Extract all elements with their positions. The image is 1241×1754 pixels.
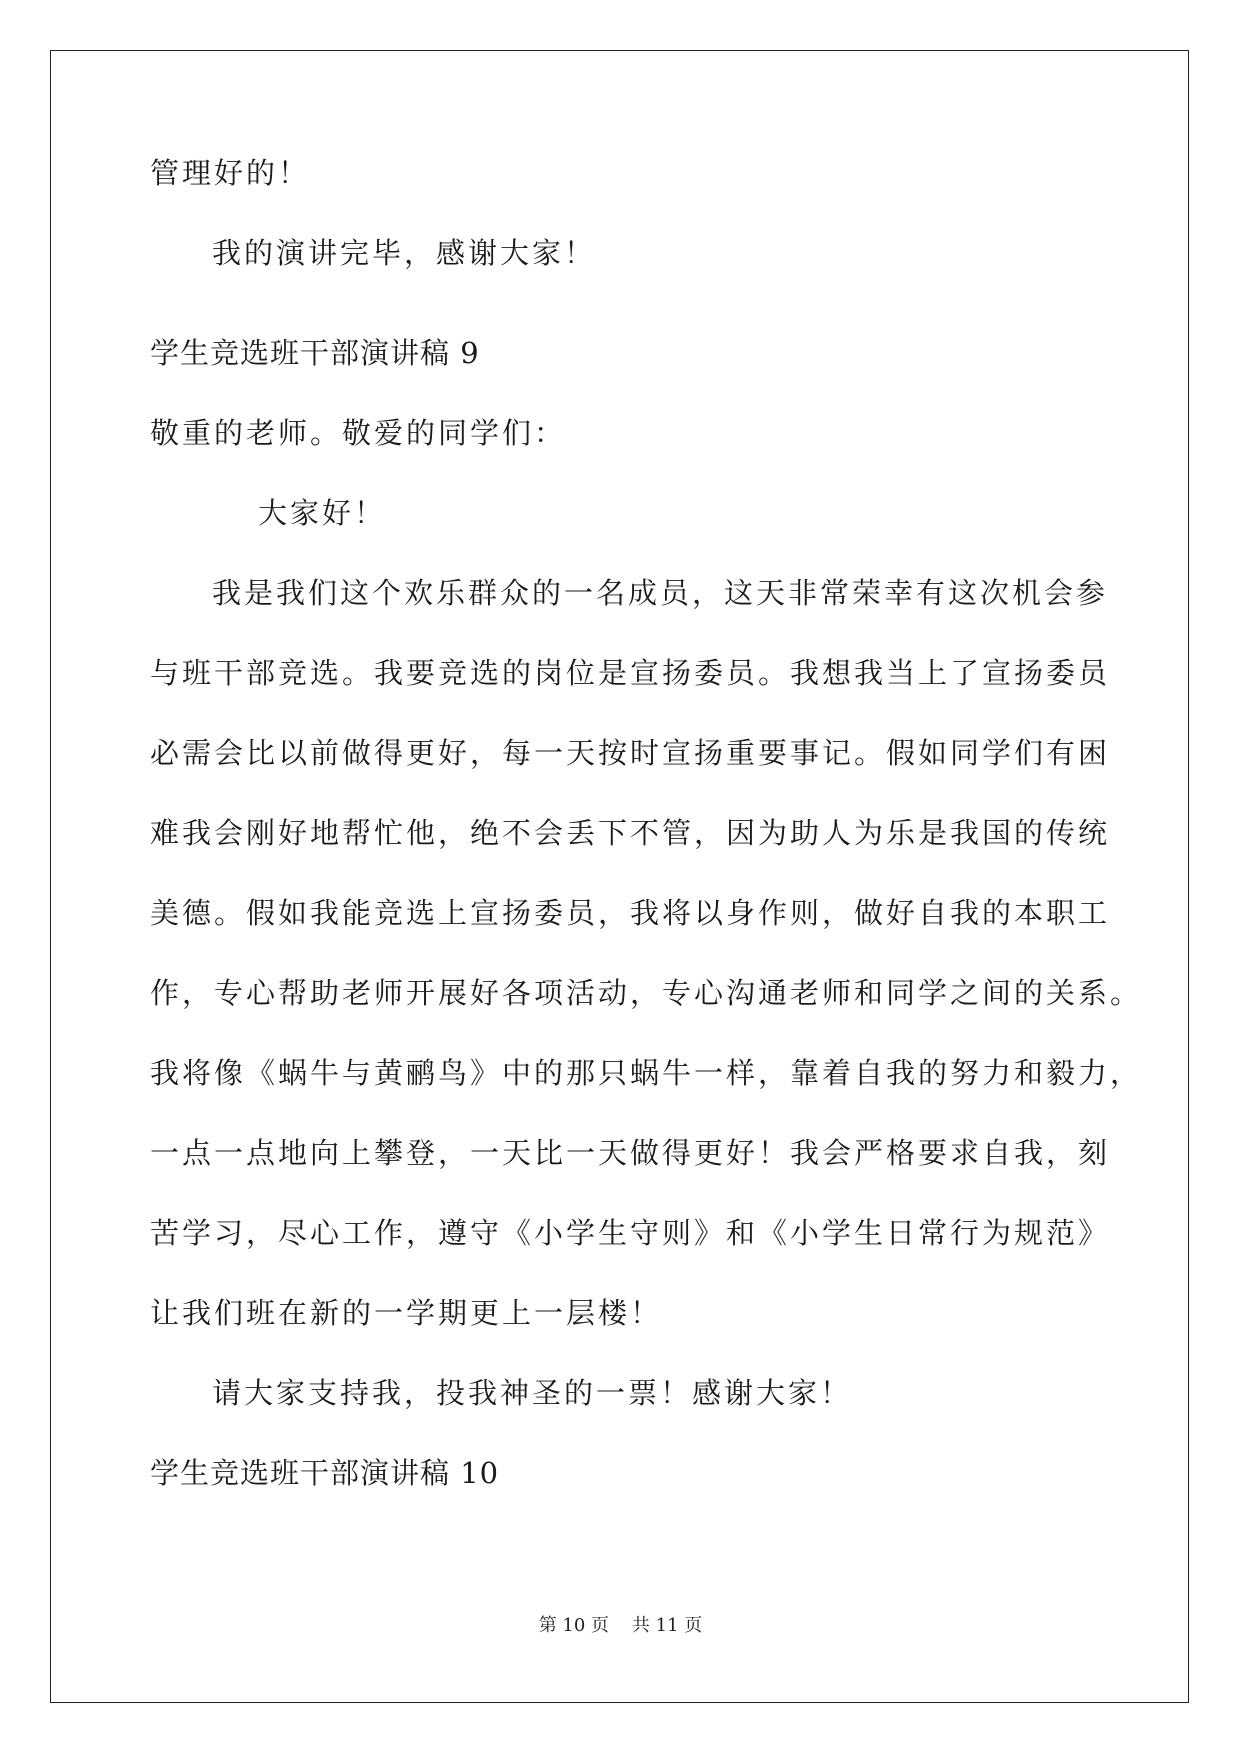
paragraph-line: 难我会刚好地帮忙他，绝不会丢下不管，因为助人为乐是我国的传统: [150, 816, 1111, 850]
paragraph-line: 我将像《蜗牛与黄鹂鸟》中的那只蜗牛一样，靠着自我的努力和毅力，: [150, 1056, 1143, 1090]
paragraph-line: 让我们班在新的一学期更上一层楼！: [150, 1296, 663, 1330]
page-number-label: 第 10 页 共 11 页: [538, 1615, 703, 1636]
section-heading: 学生竞选班干部演讲稿 9: [150, 336, 480, 370]
salutation: 敬重的老师。敬爱的同学们：: [150, 416, 567, 450]
greeting: 大家好！: [258, 496, 387, 530]
paragraph-line: 与班干部竞选。我要竞选的岗位是宣扬委员。我想我当上了宣扬委员: [150, 656, 1111, 690]
paragraph-line: 请大家支持我，投我神圣的一票！感谢大家！: [212, 1376, 853, 1410]
paragraph-line: 管理好的！: [150, 156, 311, 190]
paragraph-line: 一点一点地向上攀登，一天比一天做得更好！我会严格要求自我，刻: [150, 1136, 1111, 1170]
section-heading: 学生竞选班干部演讲稿 10: [150, 1456, 500, 1490]
paragraph-line: 苦学习，尽心工作，遵守《小学生守则》和《小学生日常行为规范》: [150, 1216, 1111, 1250]
paragraph-line: 我是我们这个欢乐群众的一名成员，这天非常荣幸有这次机会参: [212, 576, 1109, 610]
paragraph-line: 美德。假如我能竞选上宣扬委员，我将以身作则，做好自我的本职工: [150, 896, 1111, 930]
page-footer: [0, 1614, 1241, 1638]
paragraph-line: 必需会比以前做得更好，每一天按时宣扬重要事记。假如同学们有困: [150, 736, 1111, 770]
paragraph-line: 作，专心帮助老师开展好各项活动，专心沟通老师和同学之间的关系。: [150, 976, 1143, 1010]
paragraph-line: 我的演讲完毕，感谢大家！: [212, 236, 597, 270]
